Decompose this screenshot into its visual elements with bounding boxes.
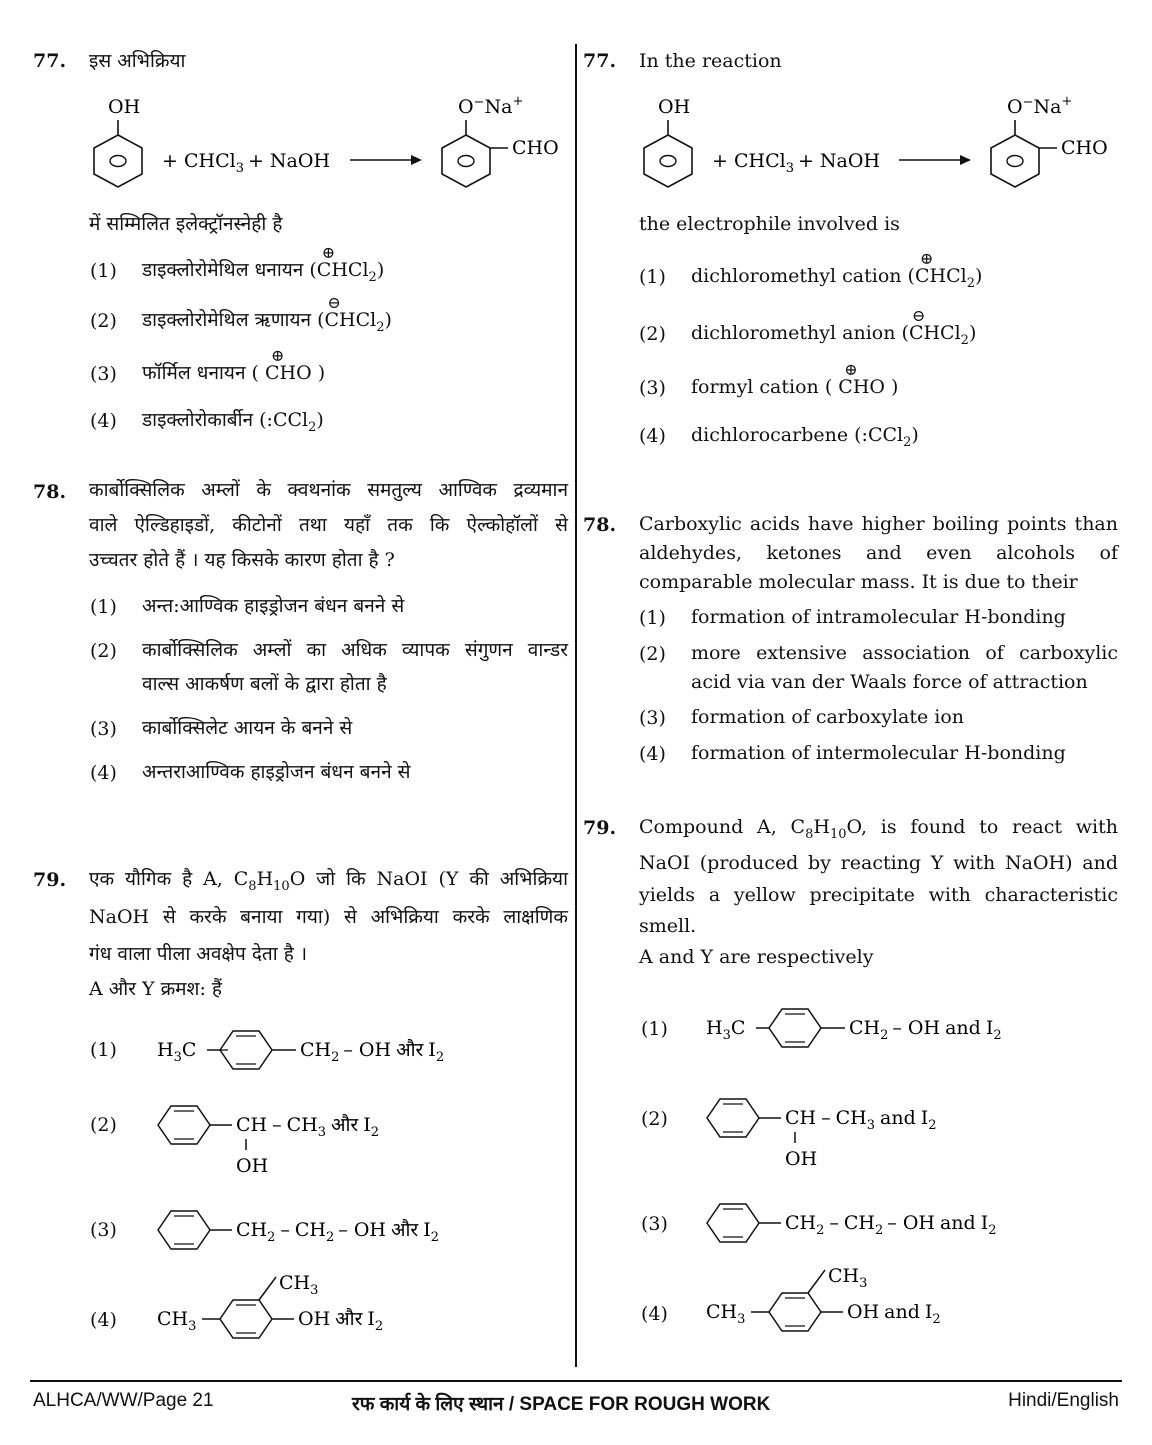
question-line: aldehydes, ketones and even alcohols of xyxy=(639,542,1118,564)
option-text: फॉर्मिल धनायन ( ⊕ CHO ) xyxy=(142,346,326,384)
option-number: (4) xyxy=(641,1303,668,1325)
svg-text:CH3: $CH_3$ xyxy=(828,1265,868,1291)
svg-text:OHऔरI2: OH और $I_2$ xyxy=(298,1308,384,1334)
option-number: (3) xyxy=(90,1219,117,1241)
option-text: dichloromethyl anion ( ⊖ CHCl$_2$) xyxy=(691,306,977,348)
oh-label: OH xyxy=(785,1148,818,1170)
svg-text:CH2– OHऔरI2: $CH_2$ – OH और $I_2$ xyxy=(300,1039,445,1065)
benzene-ring xyxy=(158,1106,210,1144)
svg-text:CH–CH3औरI2: CH – $CH_3$ और $I_2$ xyxy=(236,1114,380,1140)
option-text: कार्बोक्सिलेट आयन के बनने से xyxy=(142,717,353,739)
benzene-ring xyxy=(94,135,142,187)
question-line: Carboxylic acids have higher boiling points than xyxy=(639,513,1118,535)
option-text: formyl cation ( ⊕ CHO ) xyxy=(691,360,899,398)
cho-label: CHO xyxy=(512,137,559,159)
oh-label: OH xyxy=(658,96,691,118)
option-number: (4) xyxy=(90,410,117,432)
option-text: डाइक्लोरोमेथिल धनायन ( ⊕ CHCl$_2$) xyxy=(142,243,385,285)
question-line: A और Y क्रमश: हैं xyxy=(89,978,222,1000)
option-number: (1) xyxy=(90,596,117,618)
option-number: (3) xyxy=(641,1213,668,1235)
svg-text:CH2–CH2– OHऔरI2: $CH_2 - CH_2$ – OH और $I_2$ xyxy=(236,1219,439,1245)
option-number: (2) xyxy=(641,1108,668,1130)
oh-label: OH xyxy=(108,96,141,118)
question-line: smell. xyxy=(639,915,697,937)
question-line: comparable molecular mass. It is due to their xyxy=(639,571,1078,593)
option-text: formation of intramolecular H-bonding xyxy=(691,606,1066,628)
option-number: (2) xyxy=(90,1114,117,1136)
question-line: गंध वाला पीला अवक्षेप देता है । xyxy=(89,943,308,965)
structure-option-1 xyxy=(699,998,1119,1058)
reaction-scheme xyxy=(80,88,570,200)
rough-work-label: रफ कार्य के लिए स्थान / SPACE FOR ROUGH WORK xyxy=(352,1394,771,1415)
question-stem: the electrophile involved is xyxy=(639,213,900,235)
page-label: ALHCA/WW/Page 21 xyxy=(33,1390,214,1411)
option-number: (3) xyxy=(639,377,666,399)
reaction-scheme xyxy=(632,88,1147,200)
cho-label: CHO xyxy=(1061,137,1108,159)
language-label: Hindi/English xyxy=(1008,1390,1119,1411)
option-number: (3) xyxy=(639,707,666,729)
question-line: A and Y are respectively xyxy=(639,946,874,968)
svg-text:CH–CH3andI2: CH – $CH_3$ and $I_2$ xyxy=(785,1107,937,1133)
option-text: वाल्स आकर्षण बलों के द्वारा होता है xyxy=(142,673,387,695)
benzene-ring xyxy=(991,135,1039,187)
option-number: (2) xyxy=(639,323,666,345)
footer-rule xyxy=(30,1380,1122,1382)
benzene-ring xyxy=(442,135,490,187)
option-text: अन्त:आण्विक हाइड्रोजन बंधन बनने से xyxy=(142,595,405,617)
option-number: (4) xyxy=(639,743,666,765)
benzene-ring xyxy=(769,1293,821,1331)
structure-option-3 xyxy=(150,1200,550,1260)
question-line: NaOI (produced by reacting Y with NaOH) and xyxy=(639,852,1118,874)
svg-text:O−Na+: O−Na+ xyxy=(1007,94,1073,118)
svg-text:CH2–CH2– OHandI2: $CH_2 - CH_2$ – OH and $I_2$ xyxy=(785,1212,997,1238)
benzene-ring xyxy=(707,1204,759,1242)
question-stem: में सम्मिलित इलेक्ट्रॉनस्नेही है xyxy=(89,213,283,235)
benzene-ring xyxy=(220,1300,272,1338)
option-number: (2) xyxy=(639,643,666,665)
question-number: 79. xyxy=(33,869,67,891)
option-number: (1) xyxy=(639,607,666,629)
option-number: (1) xyxy=(90,1039,117,1061)
svg-text:OHandI2: OH and $I_2$ xyxy=(847,1301,941,1327)
question-line: एक यौगिक है A, $C_8H_{10}O$ जो कि NaOI (Y की अभिक्रिया xyxy=(89,868,568,894)
option-number: (3) xyxy=(90,363,117,385)
structure-option-4 xyxy=(699,1258,1119,1338)
option-number: (3) xyxy=(90,718,117,740)
svg-text:CH3: $CH_3$ xyxy=(279,1272,319,1298)
structure-option-3 xyxy=(699,1193,1119,1253)
oh-label: OH xyxy=(236,1155,269,1177)
question-number: 78. xyxy=(33,481,67,503)
structure-option-2 xyxy=(699,1088,1119,1173)
question-line: NaOH से करके बनाया गया) से अभिक्रिया करके लाक्षणिक xyxy=(89,906,568,928)
svg-text:CH2– OHandI2: $CH_2$ – OH and $I_2$ xyxy=(849,1017,1002,1043)
option-number: (1) xyxy=(641,1018,668,1040)
question-number: 78. xyxy=(583,514,617,536)
structure-option-4 xyxy=(150,1265,550,1345)
question-intro: In the reaction xyxy=(639,50,782,72)
option-number: (1) xyxy=(90,260,117,282)
option-text: more extensive association of carboxylic xyxy=(691,642,1118,664)
benzene-ring xyxy=(158,1211,210,1249)
option-text: dichloromethyl cation ( ⊕ CHCl$_2$) xyxy=(691,249,983,291)
option-number: (2) xyxy=(90,640,117,662)
question-line: yields a yellow precipitate with characteristic xyxy=(639,884,1118,906)
svg-text:CH3: $CH_3$ xyxy=(157,1308,197,1334)
column-divider xyxy=(575,44,577,1367)
svg-text:O−Na+: O−Na+ xyxy=(458,94,524,118)
question-line: उच्चतर होते हैं । यह किसके कारण होता है ? xyxy=(89,549,395,571)
question-number: 79. xyxy=(583,817,617,839)
question-line: Compound A, $C_8H_{10}O$, is found to react with xyxy=(639,816,1118,842)
option-text: acid via van der Waals force of attraction xyxy=(691,671,1088,693)
benzene-ring xyxy=(769,1009,821,1047)
structure-option-2 xyxy=(150,1095,550,1180)
option-number: (2) xyxy=(90,310,117,332)
benzene-ring xyxy=(644,135,692,187)
svg-text:+ CHCl3+ NaOH: + CHCl$_3$ + NaOH xyxy=(712,150,881,176)
option-number: (1) xyxy=(639,266,666,288)
option-text: कार्बोक्सिलिक अम्लों का अधिक व्यापक संगुणन वान्डर xyxy=(142,639,568,661)
option-number: (4) xyxy=(639,425,666,447)
question-line: वाले ऐल्डिहाइडों, कीटोनों तथा यहाँ तक कि ऐल्कोहॉलों से xyxy=(89,514,568,536)
svg-text:H3C: $H_3C$ xyxy=(157,1039,197,1065)
option-text: डाइक्लोरोमेथिल ऋणायन ( ⊖ CHCl$_2$) xyxy=(142,293,392,335)
svg-text:CH3: $CH_3$ xyxy=(706,1301,746,1327)
option-number: (4) xyxy=(90,1309,117,1331)
benzene-ring xyxy=(707,1099,759,1137)
svg-text:+ CHCl3+ NaOH: + CHCl$_3$ + NaOH xyxy=(162,150,331,176)
option-text: dichlorocarbene (:CCl$_2$) xyxy=(691,424,919,450)
question-number: 77. xyxy=(33,50,67,72)
option-text: formation of intermolecular H-bonding xyxy=(691,742,1066,764)
question-line: कार्बोक्सिलिक अम्लों के क्वथनांक समतुल्य आण्विक द्रव्यमान xyxy=(89,479,568,501)
question-intro: इस अभिक्रिया xyxy=(89,50,186,72)
option-text: अन्तराआण्विक हाइड्रोजन बंधन बनने से xyxy=(142,761,411,783)
question-number: 77. xyxy=(583,50,617,72)
svg-text:H3C: $H_3C$ xyxy=(706,1017,746,1043)
option-number: (4) xyxy=(90,762,117,784)
structure-option-1 xyxy=(150,1020,550,1080)
option-text: डाइक्लोरोकार्बीन (:CCl$_2$) xyxy=(142,409,324,435)
option-text: formation of carboxylate ion xyxy=(691,706,965,728)
